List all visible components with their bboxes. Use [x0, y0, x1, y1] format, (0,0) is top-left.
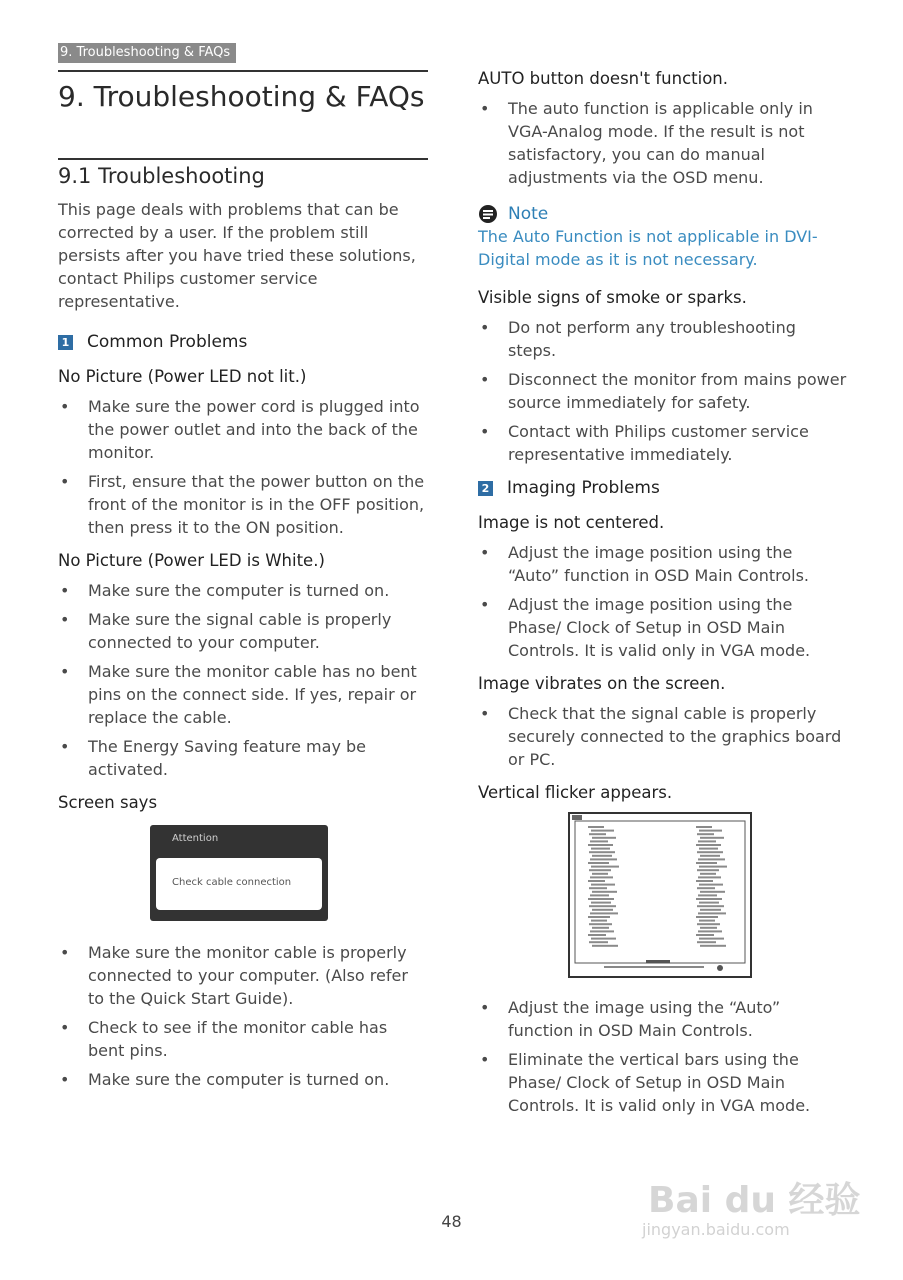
text-bar [696, 844, 721, 846]
right-column [478, 68, 848, 1117]
bullet: • [480, 595, 490, 614]
list-item: • Make sure the computer is turned on. [60, 1070, 390, 1089]
text-bar [590, 894, 609, 896]
text-bar [699, 920, 715, 922]
bullet: • [60, 943, 70, 962]
attention-dialog-image [150, 825, 328, 921]
list-item: • Disconnect the monitor from mains power source immediately for safety. [480, 370, 847, 412]
list-item: • Eliminate the vertical bars using the Phase/ Clock of Setup in OSD Main Controls. It is valid only in VGA mode. [480, 1050, 811, 1115]
bullet: • [480, 370, 490, 389]
list-item: • Adjust the image using the “Auto” function in OSD Main Controls. [480, 998, 781, 1040]
text-bar [592, 837, 616, 839]
text-bar [696, 880, 713, 882]
text-bar [588, 934, 606, 936]
flicker-list [478, 996, 848, 1117]
bullet: • [60, 1070, 70, 1089]
text-bar [588, 862, 609, 864]
list-item: • The Energy Saving feature may be activated. [60, 737, 366, 779]
text-bar [697, 833, 714, 835]
text-bar [589, 905, 616, 907]
text-bar [697, 923, 720, 925]
bullet: • [480, 704, 490, 723]
section-title: 9.1 Troubleshooting [58, 164, 265, 188]
note-icon [478, 204, 498, 224]
not-centered-list [478, 541, 848, 662]
list-item: • Make sure the monitor cable is properly connected to your computer. (Also refer to the Quick Start Guide). [60, 943, 408, 1008]
auto-list [478, 97, 848, 189]
section-number-badge: 1 [58, 335, 73, 350]
not-centered-heading: Image is not centered. [478, 513, 665, 532]
text-bar [699, 830, 722, 832]
text-bar [698, 876, 721, 878]
bullet: • [60, 737, 70, 756]
bullet: • [480, 422, 490, 441]
text-bar [590, 858, 617, 860]
section-rule [58, 158, 428, 160]
text-bar [591, 902, 611, 904]
watermark-url: jingyan.baidu.com [642, 1220, 790, 1239]
bullet: • [480, 318, 490, 337]
text-bar [698, 840, 716, 842]
text-bar [591, 830, 614, 832]
note-label: Note [508, 204, 549, 224]
note-heading [478, 203, 848, 225]
text-bar [592, 873, 608, 875]
text-bar [700, 945, 726, 947]
title-rule [58, 70, 428, 72]
list-item: • First, ensure that the power button on the front of the monitor is in the OFF position, then press it to the ON position. [60, 472, 425, 537]
page-number: 48 [441, 1212, 462, 1231]
text-bar [700, 837, 724, 839]
list-item: • Do not perform any troubleshooting steps. [480, 318, 796, 360]
dialog-title: Attention [172, 833, 219, 844]
no-picture-white-heading: No Picture (Power LED is White.) [58, 551, 325, 570]
text-bar [588, 826, 604, 828]
imaging-problems-heading [478, 477, 848, 499]
page-title: 9. Troubleshooting & FAQs [58, 80, 425, 113]
text-bar [592, 891, 617, 893]
text-bar [590, 912, 618, 914]
text-bar [589, 923, 612, 925]
no-picture-off-list [58, 395, 428, 539]
text-bar [589, 851, 615, 853]
list-item: • Adjust the image position using the “Auto” function in OSD Main Controls. [480, 543, 809, 585]
imaging-problems-label: Imaging Problems [507, 478, 660, 498]
bullet: • [60, 610, 70, 629]
text-bar [591, 920, 607, 922]
text-bar [699, 938, 724, 940]
section-number-badge: 2 [478, 481, 493, 496]
text-bar [699, 848, 718, 850]
text-bar [588, 916, 610, 918]
note-text: The Auto Function is not applicable in DVI-Digital mode as it is not necessary. [478, 227, 818, 269]
illustration-logo-mark [572, 815, 582, 820]
text-bar [588, 880, 605, 882]
text-bar [590, 876, 613, 878]
no-picture-off-heading: No Picture (Power LED not lit.) [58, 367, 307, 386]
bullet: • [60, 1018, 70, 1037]
list-item: • Check that the signal cable is properly securely connected to the graphics board or PC. [480, 704, 842, 769]
header-tag: 9. Troubleshooting & FAQs [58, 43, 236, 63]
text-bar [592, 855, 612, 857]
illustration-bottom-line [604, 966, 704, 968]
intro-paragraph: This page deals with problems that can be corrected by a user. If the problem still persists after you have tried these solutions, contact Philips customer service representative. [58, 200, 416, 311]
text-bar [699, 866, 727, 868]
smoke-list [478, 316, 848, 466]
list-item: • Adjust the image position using the Phase/ Clock of Setup in OSD Main Controls. It is valid only in VGA mode. [480, 595, 811, 660]
text-bar [592, 945, 618, 947]
text-bar [588, 898, 614, 900]
text-bar [589, 869, 611, 871]
text-bar [591, 938, 616, 940]
dialog-message-box [156, 858, 322, 910]
text-bar [696, 862, 717, 864]
text-bar [700, 855, 720, 857]
text-bar [696, 898, 722, 900]
auto-heading: AUTO button doesn't function. [478, 69, 729, 88]
text-bar [699, 884, 723, 886]
text-bar [697, 905, 724, 907]
list-item: • Contact with Philips customer service representative immediately. [480, 422, 809, 464]
list-item: • Make sure the monitor cable has no bent pins on the connect side. If yes, repair or replace the cable. [60, 662, 417, 727]
bullet: • [60, 662, 70, 681]
common-problems-heading [58, 331, 428, 353]
text-bar [698, 912, 726, 914]
text-bar [591, 848, 610, 850]
bullet: • [480, 1050, 490, 1069]
list-item: • Make sure the signal cable is properly connected to your computer. [60, 610, 392, 652]
text-bar [697, 941, 716, 943]
list-item: • The auto function is applicable only in VGA-Analog mode. If the result is not satisfactory, you can do manual adjustments via the OSD menu. [480, 99, 813, 187]
bullet: • [480, 543, 490, 562]
text-bar [699, 902, 719, 904]
bullet: • [60, 472, 70, 491]
baidu-watermark [640, 1150, 860, 1260]
bullet: • [60, 581, 70, 600]
text-bar [592, 927, 609, 929]
illustration-taskbar-mark [646, 960, 670, 963]
text-bar [696, 916, 718, 918]
smoke-heading: Visible signs of smoke or sparks. [478, 288, 747, 307]
text-bar [590, 840, 608, 842]
text-bar [588, 844, 613, 846]
vibrates-list [478, 702, 848, 771]
bullet: • [480, 998, 490, 1017]
text-bar [698, 930, 722, 932]
text-bar [697, 869, 719, 871]
text-bar [696, 934, 714, 936]
list-item: • Make sure the computer is turned on. [60, 581, 390, 600]
common-problems-label: Common Problems [87, 332, 248, 352]
text-bar [589, 833, 606, 835]
text-bar [697, 851, 723, 853]
left-column [58, 70, 428, 1091]
list-item: • Make sure the power cord is plugged into the power outlet and into the back of the monitor. [60, 397, 420, 462]
text-bar [591, 884, 615, 886]
vibrates-heading: Image vibrates on the screen. [478, 674, 726, 693]
text-bar [700, 873, 716, 875]
text-bar [590, 930, 614, 932]
text-bar [592, 909, 613, 911]
text-bar [589, 887, 607, 889]
screen-says-list [58, 941, 428, 1091]
illustration-power-dot [717, 965, 723, 971]
text-bar [700, 909, 721, 911]
dialog-message: Check cable connection [172, 877, 292, 888]
screen-says-heading: Screen says [58, 793, 158, 812]
text-bar [696, 826, 712, 828]
text-bar [591, 866, 619, 868]
text-bar [589, 941, 608, 943]
text-bar [700, 927, 717, 929]
no-picture-white-list [58, 579, 428, 781]
bullet: • [60, 397, 70, 416]
text-bar [698, 858, 725, 860]
flicker-heading: Vertical flicker appears. [478, 783, 673, 802]
text-bar [698, 894, 717, 896]
bullet: • [480, 99, 490, 118]
text-bar [697, 887, 715, 889]
watermark-brand: Bai du 经验 [648, 1180, 861, 1221]
flicker-illustration [568, 812, 752, 978]
list-item: • Check to see if the monitor cable has bent pins. [60, 1018, 388, 1060]
text-bar [700, 891, 725, 893]
